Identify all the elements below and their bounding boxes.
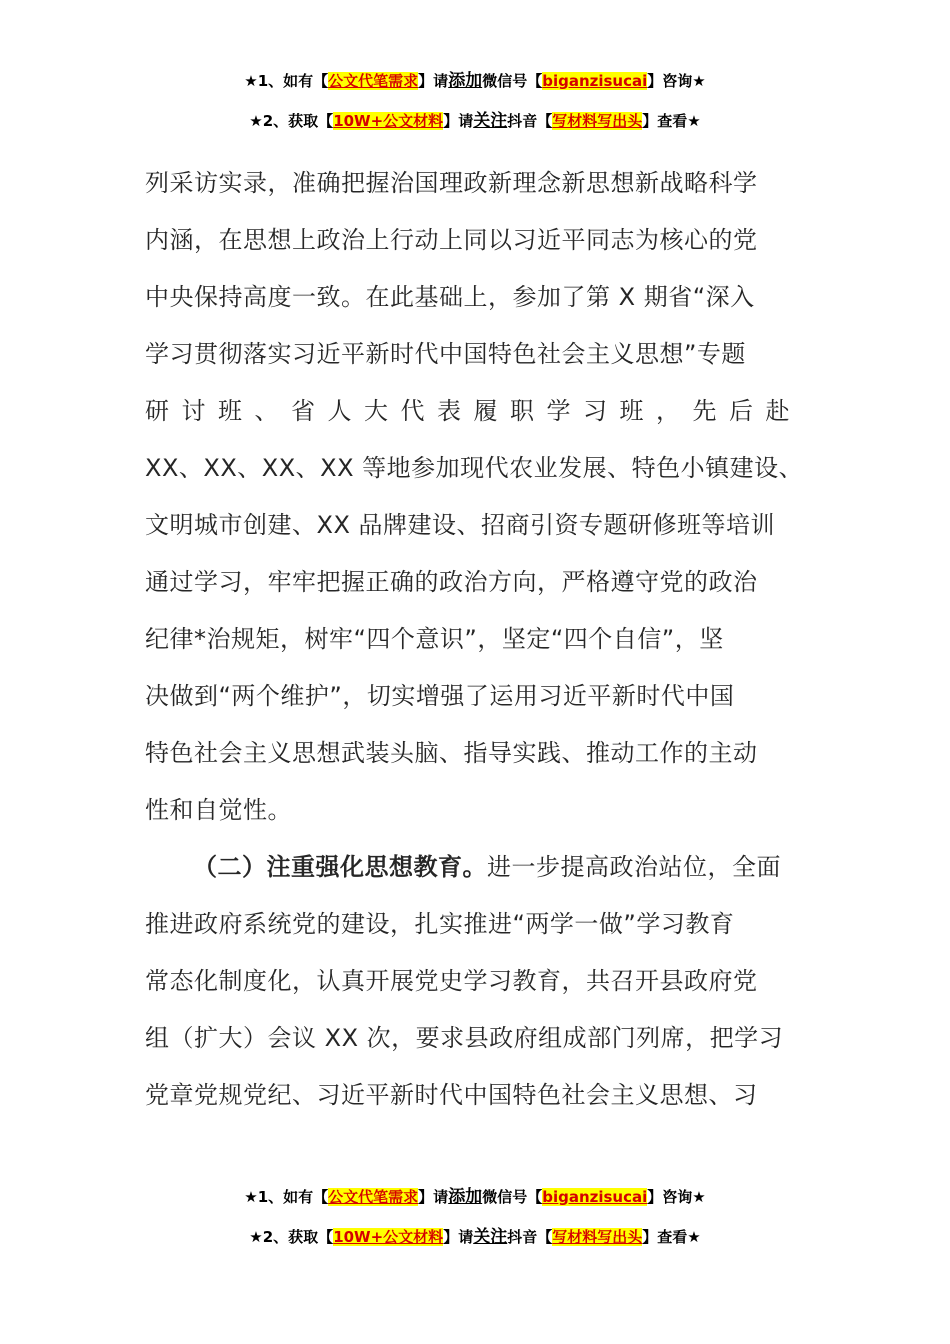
banner-text: 抖音【	[507, 1228, 553, 1246]
body-line: 通过学习，牢牢把握正确的政治方向，严格遵守党的政治	[145, 568, 758, 596]
banner-underline: 添加	[448, 1187, 483, 1207]
body-line: 组（扩大）会议 XX 次，要求县政府组成部门列席，把学习	[145, 1024, 784, 1052]
banner-highlight: 公文代笔需求	[328, 1188, 419, 1206]
banner-text: 】请	[443, 112, 474, 130]
banner-highlight: 10W+公文材料	[333, 112, 444, 130]
banner-text: 微信号【	[482, 1188, 543, 1206]
banner-text: ★2、获取【	[249, 1228, 334, 1246]
footer-banner	[0, 1177, 950, 1257]
body-line: 列采访实录，准确把握治国理政新理念新思想新战略科学	[145, 169, 758, 197]
banner-highlight: 写材料写出头	[552, 1228, 643, 1246]
body-line: 中央保持高度一致。在此基础上，参加了第 X 期省“深入	[145, 283, 755, 311]
section-heading: （二）注重强化思想教育。	[193, 853, 487, 881]
banner-underline: 关注	[473, 111, 508, 131]
banner-highlight: 写材料写出头	[552, 112, 643, 130]
banner-line-2	[0, 101, 950, 141]
body-line: 学习贯彻落实习近平新时代中国特色社会主义思想”专题	[145, 340, 746, 368]
banner-line-1	[0, 1177, 950, 1217]
banner-highlight: biganzisucai	[542, 1188, 648, 1206]
banner-text: 】请	[418, 72, 449, 90]
body-line: 常态化制度化，认真开展党史学习教育，共召开县政府党	[145, 967, 758, 995]
banner-text: ★1、如有【	[244, 72, 329, 90]
banner-text: 】查看★	[642, 112, 701, 130]
document-body	[145, 155, 810, 1124]
body-line: 党章党规党纪、习近平新时代中国特色社会主义思想、习	[145, 1081, 758, 1109]
banner-text: ★1、如有【	[244, 1188, 329, 1206]
banner-highlight: 公文代笔需求	[328, 72, 419, 90]
banner-text: 】请	[443, 1228, 474, 1246]
header-banner	[0, 61, 950, 141]
banner-line-1	[0, 61, 950, 101]
section-2-first-line	[145, 839, 810, 896]
banner-highlight: 10W+公文材料	[333, 1228, 444, 1246]
banner-underline: 添加	[448, 71, 483, 91]
banner-text: 抖音【	[507, 112, 553, 130]
body-line: XX、XX、XX、XX 等地参加现代农业发展、特色小镇建设、	[145, 454, 804, 482]
banner-highlight: biganzisucai	[542, 72, 648, 90]
body-line: 性和自觉性。	[145, 796, 292, 824]
body-text: 进一步提高政治站位，全面	[487, 853, 781, 881]
banner-text: 】请	[418, 1188, 449, 1206]
banner-text: 】咨询★	[647, 1188, 706, 1206]
body-line: 内涵，在思想上政治上行动上同以习近平同志为核心的党	[145, 226, 758, 254]
body-line: 推进政府系统党的建设，扎实推进“两学一做”学习教育	[145, 910, 735, 938]
body-line: 纪律*治规矩，树牢“四个意识”，坚定“四个自信”，坚	[145, 625, 724, 653]
body-line: 文明城市创建、XX 品牌建设、招商引资专题研修班等培训	[145, 511, 776, 539]
body-line: 决做到“两个维护”，切实增强了运用习近平新时代中国	[145, 682, 735, 710]
banner-text: 】查看★	[642, 1228, 701, 1246]
body-line: 研讨班、省人大代表履职学习班，先后赴	[145, 397, 802, 425]
banner-line-2	[0, 1217, 950, 1257]
banner-text: 微信号【	[482, 72, 543, 90]
banner-text: 】咨询★	[647, 72, 706, 90]
body-line: 特色社会主义思想武装头脑、指导实践、推动工作的主动	[145, 739, 758, 767]
banner-text: ★2、获取【	[249, 112, 334, 130]
banner-underline: 关注	[473, 1227, 508, 1247]
